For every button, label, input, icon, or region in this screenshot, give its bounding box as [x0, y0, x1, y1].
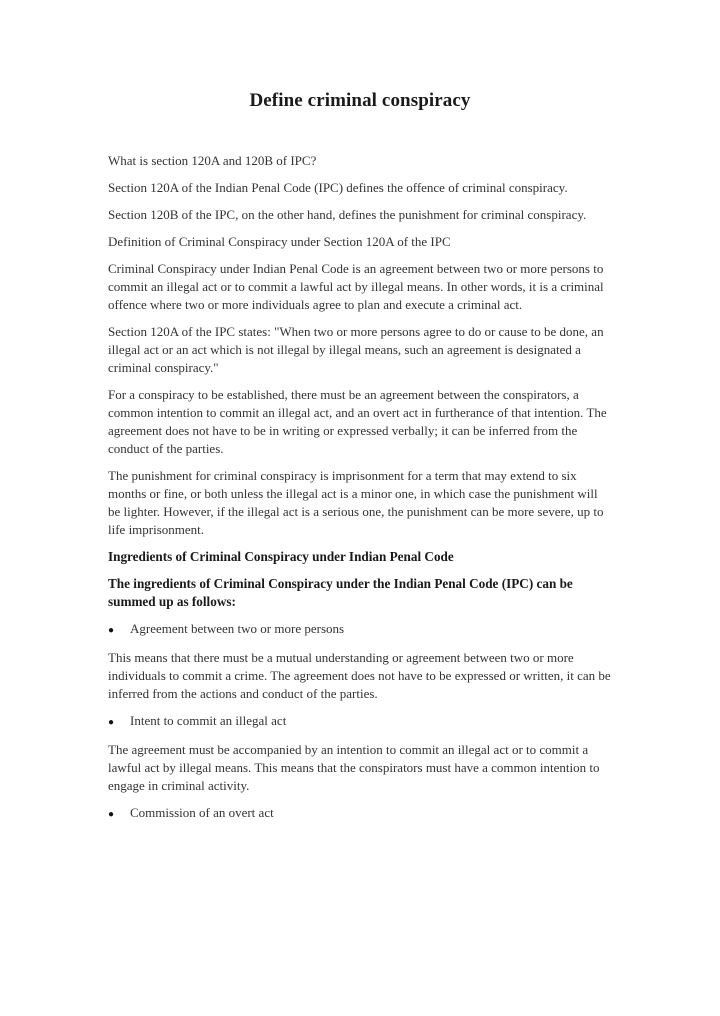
paragraph-intent: The agreement must be accompanied by an intention to commit an illegal act or to commit a lawful act by illegal means. This means that the conspirators must have a common intention to engage in criminal activity.	[108, 742, 600, 793]
paragraph-quote: Section 120A of the IPC states: "When two or more persons agree to do or cause to be done, an illegal act or an act which is not illegal by illegal means, such an agreement is designated a criminal conspiracy."	[108, 324, 604, 375]
bullet-icon: ●	[108, 717, 115, 728]
bullet-icon: ●	[108, 625, 115, 636]
paragraph-120a: Section 120A of the Indian Penal Code (IPC) defines the offence of criminal conspiracy.	[108, 180, 568, 195]
paragraph-punishment: The punishment for criminal conspiracy is imprisonment for a term that may extend to six months or fine, or both unless the illegal act is a minor one, in which case the punishment will be lighter. However, if the illegal act is a serious one, the punishment can be more severe, up to life imprisonment.	[108, 468, 604, 537]
heading-ingredients-summary: The ingredients of Criminal Conspiracy under the Indian Penal Code (IPC) can be summed up as follows:	[108, 576, 573, 609]
bullet-label: Commission of an overt act	[130, 805, 274, 820]
paragraph-establishment: For a conspiracy to be established, there must be an agreement between the conspirators, a common intention to commit an illegal act, and an overt act in furtherance of that intention. The agreement does not have to be in writing or expressed verbally; it can be inferred from the conduct of the parties.	[108, 387, 607, 456]
paragraph-definition: Criminal Conspiracy under Indian Penal Code is an agreement between two or more persons to commit an illegal act or to commit a lawful act by illegal means. In other words, it is a criminal offence where two or more individuals agree to plan and execute a criminal act.	[108, 261, 604, 312]
bullet-item-intent	[108, 712, 612, 732]
paragraph-question: What is section 120A and 120B of IPC?	[108, 153, 317, 168]
bullet-item-agreement	[108, 620, 612, 640]
bullet-item-overt-act	[108, 804, 612, 824]
document-title: Define criminal conspiracy	[249, 90, 471, 111]
heading-ingredients: Ingredients of Criminal Conspiracy under Indian Penal Code	[108, 549, 454, 564]
bullet-label: Intent to commit an illegal act	[130, 713, 287, 728]
paragraph-definition-heading: Definition of Criminal Conspiracy under Section 120A of the IPC	[108, 234, 451, 249]
paragraph-agreement: This means that there must be a mutual understanding or agreement between two or more individuals to commit a crime. The agreement does not have to be expressed or written, it can be inferred from the actions and conduct of the parties.	[108, 650, 611, 701]
bullet-icon: ●	[108, 809, 115, 820]
document-body	[108, 152, 612, 824]
paragraph-120b: Section 120B of the IPC, on the other hand, defines the punishment for criminal conspiracy.	[108, 207, 587, 222]
bullet-label: Agreement between two or more persons	[130, 621, 345, 636]
